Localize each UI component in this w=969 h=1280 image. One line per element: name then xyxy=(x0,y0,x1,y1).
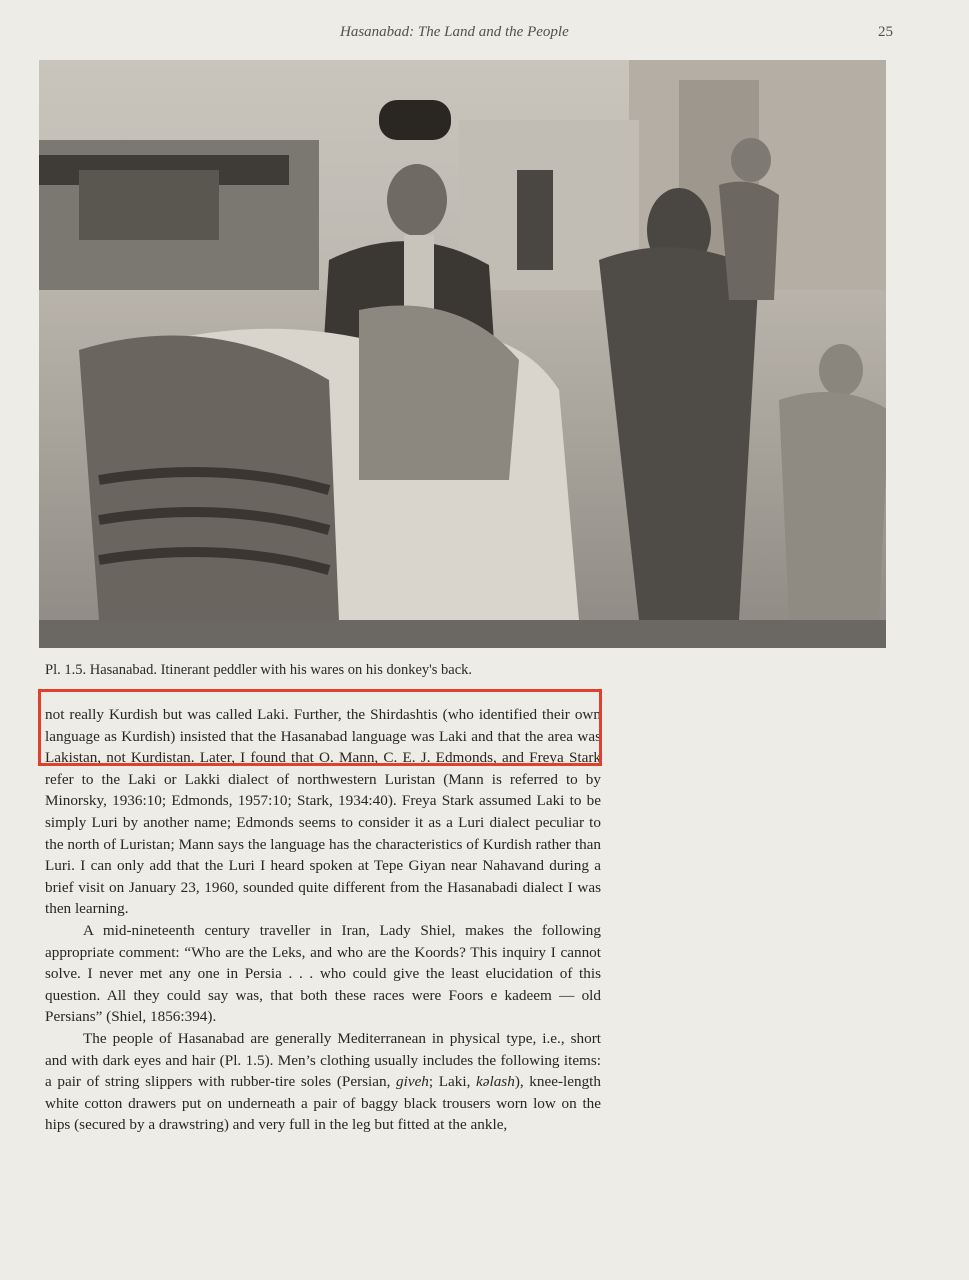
page-number: 25 xyxy=(878,24,893,40)
body-text xyxy=(45,704,601,1136)
term-giveh: giveh xyxy=(396,1073,429,1091)
paragraph-3-part-b: ; Laki, xyxy=(428,1073,476,1091)
plate-caption: Pl. 1.5. Hasanabad. Itinerant peddler with his wares on his donkey's back. xyxy=(45,662,473,678)
highlight-box xyxy=(38,689,602,766)
paragraph-3-part-a: The people of Hasanabad are generally Mediterranean in physical type, i.e., short and with dark eyes and hair (Pl. 1.5). Men’s clothing usually includes the following items: a pair of string slippers with rubber-tire soles (Persian, xyxy=(45,1029,601,1091)
paragraph-1: not really Kurdish but was called Laki. Further, the Shirdashtis (who identified their own language as Kurdish) insisted that the Hasanabad language was Laki and that the area was Lakistan, not Kurdistan. Later, I found that O. Mann, C. E. J. Edmonds, and Freya Stark refer to the Laki or Lakki dialect of northwestern Luristan (Mann is referred to by Minorsky, 1936:10; Edmonds, 1957:10; Stark, 1934:40). Freya Stark assumed Laki to be simply Luri by another name; Edmonds seems to consider it as a Luri dialect peculiar to the north of Luristan; Mann says the language has the characteristics of Kurdish rather than Luri. I can only add that the Luri I heard spoken at Tepe Giyan near Nahavand during a brief visit on January 23, 1960, sounded quite different from the Hasanabadi dialect I was then learning. xyxy=(45,706,601,918)
plate-photograph xyxy=(39,60,886,648)
paragraph-3 xyxy=(45,1028,601,1136)
running-head: Hasanabad: The Land and the People xyxy=(340,24,569,40)
photo-illustration xyxy=(39,60,886,648)
term-kelash: kəlash xyxy=(476,1073,515,1091)
paragraph-2: A mid-nineteenth century traveller in Iran, Lady Shiel, makes the following appropriate comment: “Who are the Leks, and who are the Koords? This inquiry I cannot solve. I never met any one in Persia . . . who could give the least elucidation of this question. All they could say was, that both these races were Foors e kadeem — old Persians” (Shiel, 1856:394). xyxy=(45,921,601,1026)
paragraph-3-part-c: ), knee-length white cotton drawers put on underneath a pair of baggy black trousers worn low on the hips (secured by a drawstring) and very full in the leg but fitted at the ankle, xyxy=(45,1073,601,1134)
